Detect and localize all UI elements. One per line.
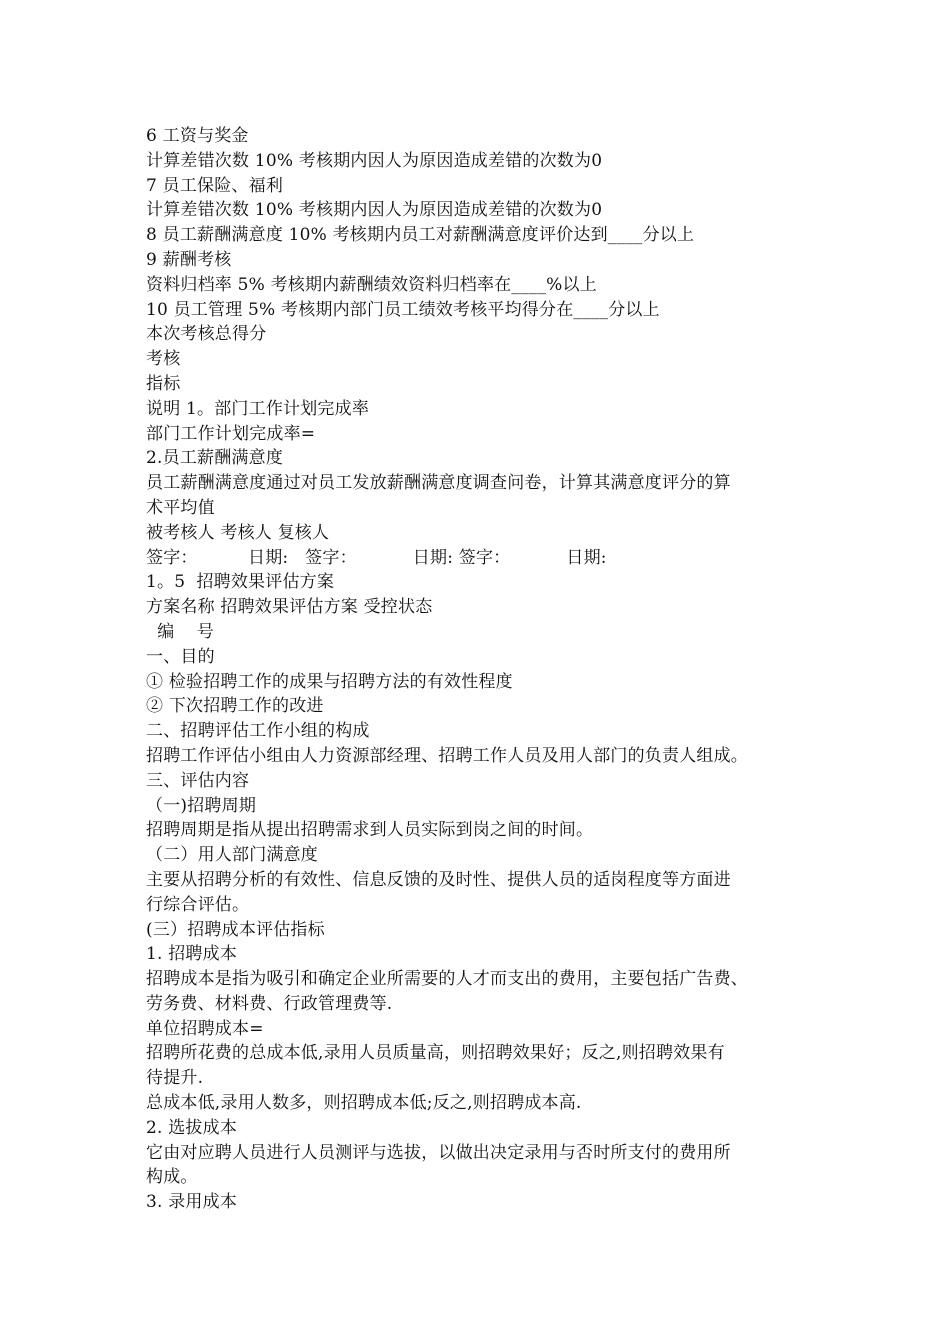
text-line: 主要从招聘分析的有效性、信息反馈的及时性、提供人员的适岗程度等方面进 [146,869,731,890]
text-line: 资料归档率 5% 考核期内薪酬绩效资料归档率在____%以上 [146,274,597,295]
text-line: 待提升. [146,1068,204,1089]
text-line: 8 员工薪酬满意度 10% 考核期内员工对薪酬满意度评价达到____分以上 [146,225,695,246]
signature-date-row: 签字： 日期: 签字： 日期: 签字： 日期: [146,547,607,568]
text-line: 计算差错次数 10% 考核期内因人为原因造成差错的次数为0 [146,150,603,171]
text-line: 方案名称 招聘效果评估方案 受控状态 [146,597,433,618]
text-line: 编 号 [146,621,215,642]
document-body [146,124,826,1215]
section-heading-recruitment-plan: 1。5 招聘效果评估方案 [146,572,335,593]
text-line: 行综合评估。 [146,894,250,915]
section-heading-salary-bonus: 6 工资与奖金 [146,126,249,146]
numbered-item: 1. 招聘成本 [146,944,238,965]
text-line: 10 员工管理 5% 考核期内部门员工绩效考核平均得分在____分以上 [146,299,660,320]
text-line: 构成。 [146,1167,198,1188]
text-line: 招聘周期是指从提出招聘需求到人员实际到岗之间的时间。 [146,820,594,841]
section-heading-salary-assessment: 9 薪酬考核 [146,249,232,270]
numbered-item: 2. 选拔成本 [146,1117,238,1138]
text-line: 招聘所花费的总成本低,录用人员质量高，则招聘效果好；反之,则招聘效果有 [146,1043,725,1064]
heading-evaluation-content: 三、评估内容 [146,770,250,791]
text-line: 招聘成本是指为吸引和确定企业所需要的人才而支出的费用，主要包括广告费、 [146,969,748,990]
subheading-recruitment-cycle: （一)招聘周期 [146,795,257,816]
text-line: 部门工作计划完成率= [146,423,316,444]
text-line: 总成本低,录用人数多，则招聘成本低;反之,则招聘成本高. [146,1093,582,1114]
text-line: 员工薪酬满意度通过对员工发放薪酬满意度调查问卷，计算其满意度评分的算 [146,473,731,494]
subheading-department-satisfaction: （二）用人部门满意度 [146,845,318,866]
total-score-label: 本次考核总得分 [146,324,267,345]
subheading-cost-indicators: (三）招聘成本评估指标 [146,919,325,940]
heading-team-composition: 二、招聘评估工作小组的构成 [146,721,370,742]
text-line: 2.员工薪酬满意度 [146,448,284,469]
heading-purpose: 一、目的 [146,646,215,667]
section-heading-insurance-welfare: 7 员工保险、福利 [146,175,284,196]
text-line: 劳务费、材料费、行政管理费等. [146,993,393,1014]
text-line: 术平均值 [146,497,215,518]
text-line: 招聘工作评估小组由人力资源部经理、招聘工作人员及用人部门的负责人组成。 [146,745,748,766]
text-line: 计算差错次数 10% 考核期内因人为原因造成差错的次数为0 [146,200,603,221]
list-item: ① 检验招聘工作的成果与招聘方法的有效性程度 [146,671,513,692]
signatory-labels: 被考核人 考核人 复核人 [146,522,330,543]
text-line: 考核 [146,349,181,370]
text-line: 它由对应聘人员进行人员测评与选拔，以做出决定录用与否时所支付的费用所 [146,1142,731,1163]
text-line: 单位招聘成本= [146,1018,264,1039]
list-item: ② 下次招聘工作的改进 [146,696,324,717]
text-line: 指标 [146,373,181,394]
numbered-item: 3. 录用成本 [146,1192,238,1213]
text-line: 说明 1。部门工作计划完成率 [146,398,370,419]
